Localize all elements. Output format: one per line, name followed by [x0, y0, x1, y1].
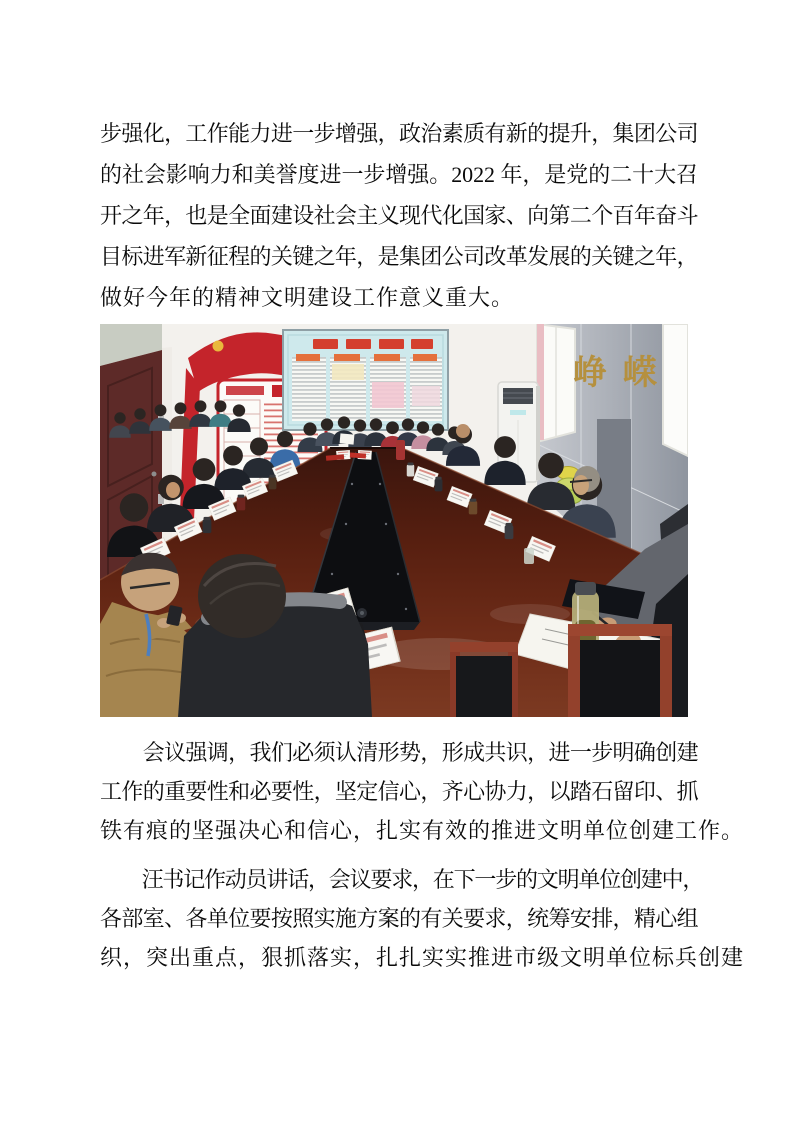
red-thermos [396, 440, 405, 460]
text-line: 步强化，工作能力进一步增强，政治素质有新的提升，集团公司 [100, 121, 698, 146]
text-line: 铁有痕的坚强决心和信心，扎实有效的推进文明单位创建工作。 [100, 818, 745, 843]
bulletin-board [283, 330, 448, 430]
bottom-text [100, 733, 745, 977]
meeting-photo [100, 324, 688, 717]
party-emblem [213, 341, 224, 352]
text-line: 做好今年的精神文明建设工作意义重大。 [100, 285, 515, 310]
text-line: 目标进军新征程的关键之年，是集团公司改革发展的关键之年， [100, 244, 698, 269]
paragraph-1 [100, 113, 698, 318]
text-line: 织，突出重点，狠抓落实，扎扎实实推进市级文明单位标兵创建 [100, 945, 745, 970]
text-line: 工作的重要性和必要性，坚定信心，齐心协力，以踏石留印、抓 [100, 779, 698, 804]
text-line: 的社会影响力和美誉度进一步增强。2022 年，是党的二十大召 [100, 162, 698, 187]
text-line: 汪书记作动员讲话，会议要求，在下一步的文明单位创建中， [100, 867, 704, 892]
meeting-photo-scene [100, 324, 688, 717]
gold-wall-calligraphy: 峥嵘 [573, 355, 673, 392]
text-line: 各部室、各单位要按照实施方案的有关要求，统筹安排，精心组 [100, 906, 698, 931]
text-line: 开之年，也是全面建设社会主义现代化国家、向第二个百年奋斗 [100, 203, 698, 228]
door-handle [152, 472, 157, 477]
paragraph-2 [100, 733, 745, 850]
paragraph-3 [100, 860, 745, 977]
glass-cup [524, 548, 534, 564]
text-line: 会议强调，我们必须认清形势，形成共识，进一步明确创建 [100, 740, 698, 765]
